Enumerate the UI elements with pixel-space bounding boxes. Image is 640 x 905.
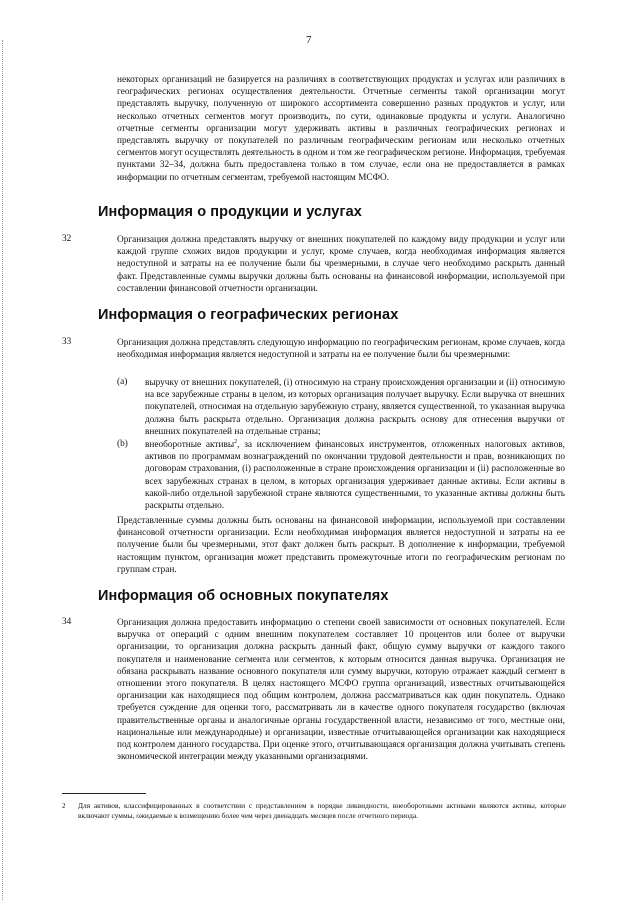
item-label-a: (a) [117,377,128,387]
paragraph-34: Организация должна предоставить информацию о степени своей зависимости от основных покупателей. Если выручка от операций с одним внешним покупателем составляет 10 процентов или более от выручки организации, то организация должна раскрыть данный факт, общую сумму выручки от каждого такого покупателя и наименование сегмента или сегментов, к которым относится данная выручка. Организация не обязана раскрывать название основного покупателя или сумму выручки, которую отражает каждый сегмент в отношении этого покупателя. В целях настоящего МСФО группа организаций, известных отчитывающейся организации как находящиеся под общим контролем, должна рассматриваться как один покупатель. Однако требуется суждение для оценки того, рассматривать ли в качестве одного покупателя государство (включая правительственные органы и аналогичные органы государственной власти, независимо от того, местные они, национальные или международные) и организации, известные отчитывающейся организации как находящиеся под контролем данного государства. При оценке этого, отчитывающаяся организация должна учитывать степень экономической интеграции между указанными организациями. [117,618,565,763]
paragraph-number: 32 [62,234,72,244]
heading-major-customers: Информация об основных покупателях [98,588,389,604]
heading-geographic-regions: Информация о географических регионах [98,307,399,323]
footnote-text: Для активов, классифицированных в соответствии с представлением в порядке ликвидности, внеоборотными активами являются активы, которые включают суммы, ожидаемые к возмещению более чем через двенадцать месяцев после отчетного периода. [78,801,566,820]
item-label-b: (b) [117,439,128,449]
heading-products-services: Информация о продукции и услугах [98,204,362,220]
paragraph-number: 34 [62,617,72,627]
item-b-text [145,439,565,512]
paragraph-number: 33 [62,337,72,347]
item-b-rest: , за исключением финансовых инструментов, отложенных налоговых активов, активов по программам вознаграждений по окончании трудовой деятельности и прав, возникающих по договорам страхования, (i) расположенные в стране происхождения организации и (ii) расположенные во всех зарубежных странах в целом, в которых организация удерживает данные активы. Если активы в какой-либо отдельной зарубежной стране являются существенными, то указанные активы должны быть раскрыты отдельно. [145,440,565,512]
item-b-lead: внеоборотные активы [145,440,235,450]
intro-paragraph: некоторых организаций не базируется на различиях в соответствующих продуктах и услугах или различиях в географических регионах осуществления деятельности. Отчетные сегменты такой организации могут представлять выручку, полученную от широкого ассортимента совершенно разных продуктов и услуг, или несколько отчетных сегментов могут производить, по сути, одинаковые продукты и услуги. Аналогично отчетные сегменты организации могут удерживать активы в различных географических регионах и представлять выручку от покупателей по различным географическим регионам или несколько отчетных сегментов могут осуществлять деятельность в одном и том же географическом регионе. Информация, требуемая пунктами 32–34, должна быть предоставлена только в том случае, если она не предоставляется в рамках информации по отчетным сегментам, требуемой настоящим МСФО. [117,75,565,183]
footnote-marker: 2 [62,802,66,810]
paragraph-33: Организация должна представлять следующую информацию по географическим регионам, кроме случаев, когда необходимая информация является недоступной и затраты на ее получение были бы чрезмерными: [117,338,565,361]
page-number: 7 [306,34,312,46]
item-a-text: выручку от внешних покупателей, (i) относимую на страну происхождения организации и (ii) относимую на все зарубежные страны в целом, из которых организация получает выручку. Если выручка от внешних покупателей, относимая на отдельную зарубежную страну, является существенной, то указанная выручка должна быть раскрыта отдельно. Организация должна раскрыть основу для отнесения выручки от внешних покупателей на отдельные страны; [145,378,565,437]
paragraph-32: Организация должна представлять выручку от внешних покупателей по каждому виду продукции и услуг или каждой группе схожих видов продукции и услуг, кроме случаев, когда необходимая информация является недоступной и затраты на ее получение были бы чрезмерными, в случае чего необходимо раскрыть данный факт. Представленные суммы выручки должны быть основаны на финансовой информации, используемой при составлении финансовой отчетности организации. [117,235,565,294]
footnote-divider [62,793,146,794]
footnote-reference[interactable]: 2 [234,438,238,445]
scan-edge [2,40,5,900]
paragraph-33-closing: Представленные суммы должны быть основаны на финансовой информации, используемой при составлении финансовой отчетности организации. Если необходимая информация является недоступной и затраты на ее получение были бы чрезмерными, этот факт должен быть раскрыт. В дополнение к информации, требуемой настоящим пунктом, организация может представить промежуточные итоги по географическим регионам по группам стран. [117,516,565,575]
